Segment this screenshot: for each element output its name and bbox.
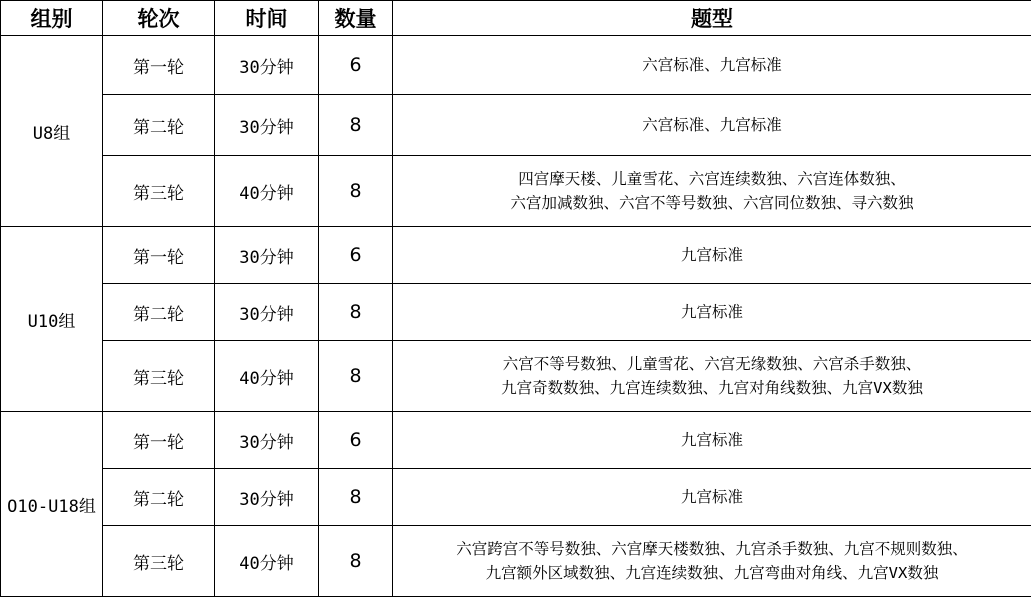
header-time: 时间 [215, 1, 319, 36]
count-cell: 8 [319, 341, 393, 412]
time-cell: 40分钟 [215, 341, 319, 412]
types-cell [393, 412, 1031, 469]
time-cell: 30分钟 [215, 469, 319, 526]
header-count: 数量 [319, 1, 393, 36]
types-cell [393, 284, 1031, 341]
table-row [1, 95, 1031, 156]
types-cell [393, 156, 1031, 227]
types-cell [393, 526, 1031, 597]
round-cell: 第一轮 [103, 227, 215, 284]
types-cell [393, 95, 1031, 156]
table-row [1, 36, 1031, 95]
types-line: 六宫标准、九宫标准 [393, 113, 1031, 137]
group-name-u10: U10组 [1, 227, 103, 412]
header-round: 轮次 [103, 1, 215, 36]
types-cell [393, 36, 1031, 95]
types-line: 九宫标准 [393, 243, 1031, 267]
round-cell: 第一轮 [103, 36, 215, 95]
types-line: 六宫加减数独、六宫不等号数独、六宫同位数独、寻六数独 [393, 191, 1031, 215]
time-cell: 30分钟 [215, 227, 319, 284]
table-row [1, 284, 1031, 341]
types-line: 九宫额外区域数独、九宫连续数独、九宫弯曲对角线、九宫VX数独 [393, 561, 1031, 585]
header-types: 题型 [393, 1, 1031, 36]
count-cell: 8 [319, 526, 393, 597]
round-cell: 第二轮 [103, 284, 215, 341]
types-line: 九宫标准 [393, 428, 1031, 452]
group-name-u8: U8组 [1, 36, 103, 227]
types-line: 六宫标准、九宫标准 [393, 53, 1031, 77]
types-cell [393, 469, 1031, 526]
count-cell: 6 [319, 412, 393, 469]
types-line: 九宫标准 [393, 300, 1031, 324]
round-cell: 第三轮 [103, 156, 215, 227]
group-name-o10-u18: O10-U18组 [1, 412, 103, 597]
table-row [1, 156, 1031, 227]
types-line: 九宫标准 [393, 485, 1031, 509]
types-cell [393, 341, 1031, 412]
types-line: 四宫摩天楼、儿童雪花、六宫连续数独、六宫连体数独、 [393, 167, 1031, 191]
time-cell: 30分钟 [215, 95, 319, 156]
count-cell: 8 [319, 156, 393, 227]
round-cell: 第三轮 [103, 341, 215, 412]
count-cell: 8 [319, 95, 393, 156]
table-row [1, 526, 1031, 597]
table-row [1, 412, 1031, 469]
count-cell: 6 [319, 36, 393, 95]
round-cell: 第二轮 [103, 469, 215, 526]
header-row [1, 1, 1031, 36]
round-cell: 第二轮 [103, 95, 215, 156]
count-cell: 8 [319, 284, 393, 341]
count-cell: 8 [319, 469, 393, 526]
time-cell: 40分钟 [215, 526, 319, 597]
round-cell: 第三轮 [103, 526, 215, 597]
types-line: 九宫奇数数独、九宫连续数独、九宫对角线数独、九宫VX数独 [393, 376, 1031, 400]
types-line: 六宫不等号数独、儿童雪花、六宫无缘数独、六宫杀手数独、 [393, 352, 1031, 376]
time-cell: 30分钟 [215, 36, 319, 95]
time-cell: 30分钟 [215, 284, 319, 341]
round-cell: 第一轮 [103, 412, 215, 469]
table-row [1, 227, 1031, 284]
time-cell: 40分钟 [215, 156, 319, 227]
types-cell [393, 227, 1031, 284]
time-cell: 30分钟 [215, 412, 319, 469]
table-row [1, 341, 1031, 412]
header-group: 组别 [1, 1, 103, 36]
count-cell: 6 [319, 227, 393, 284]
table-row [1, 469, 1031, 526]
types-line: 六宫跨宫不等号数独、六宫摩天楼数独、九宫杀手数独、九宫不规则数独、 [393, 537, 1031, 561]
